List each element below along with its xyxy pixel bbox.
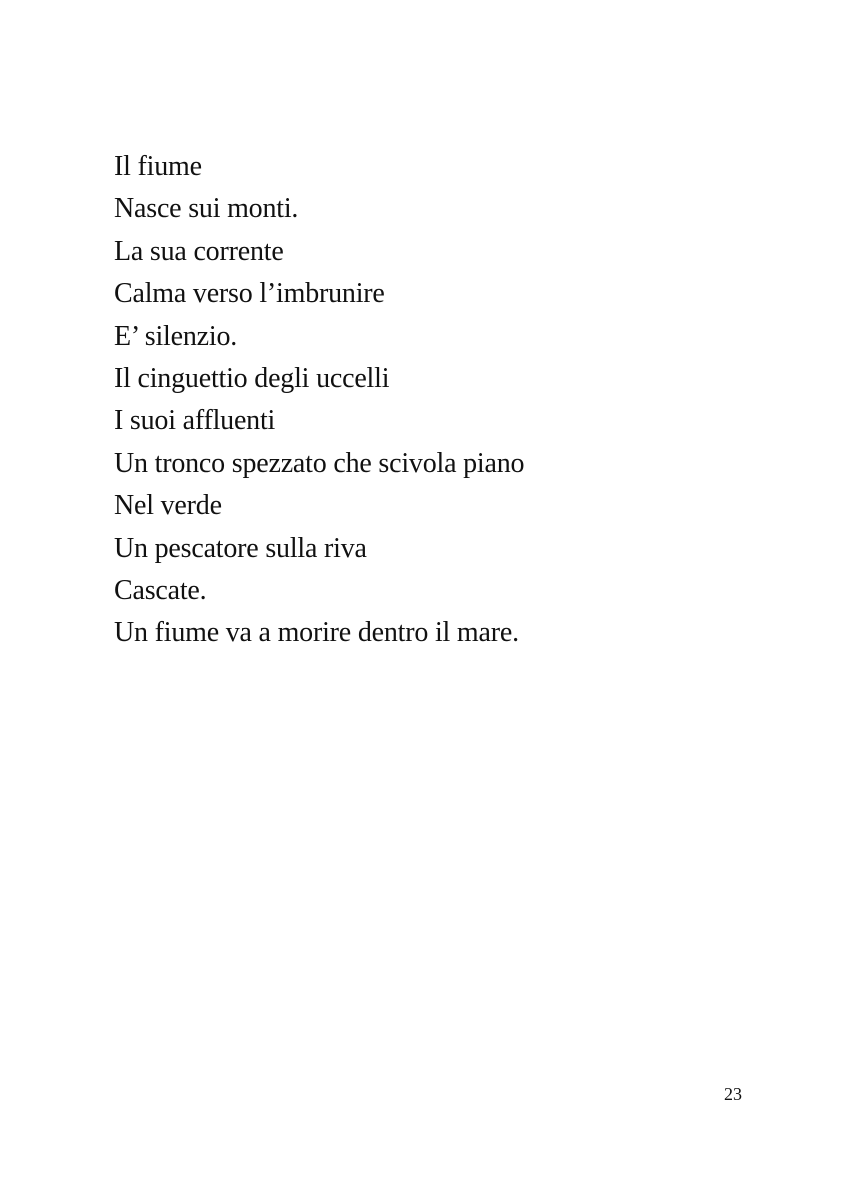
poem-line: Nel verde xyxy=(114,490,222,522)
poem-line: Calma verso l’imbrunire xyxy=(114,278,385,310)
poem-line: E’ silenzio. xyxy=(114,320,238,352)
poem-line: Il fiume xyxy=(114,151,202,182)
poem xyxy=(114,146,794,655)
poem-line: Cascate. xyxy=(114,574,207,606)
poem-line: I suoi affluenti xyxy=(114,405,276,437)
poem-line: Un fiume va a morire dentro il mare. xyxy=(114,617,519,649)
poem-line: La sua corrente xyxy=(114,235,284,267)
poem-line: Il cinguettio degli uccelli xyxy=(114,362,390,394)
poem-line: Nasce sui monti. xyxy=(114,193,299,225)
page-number: 23 xyxy=(724,1084,742,1104)
poem-line: Un pescatore sulla riva xyxy=(114,532,367,564)
poem-line: Un tronco spezzato che scivola piano xyxy=(114,447,525,479)
